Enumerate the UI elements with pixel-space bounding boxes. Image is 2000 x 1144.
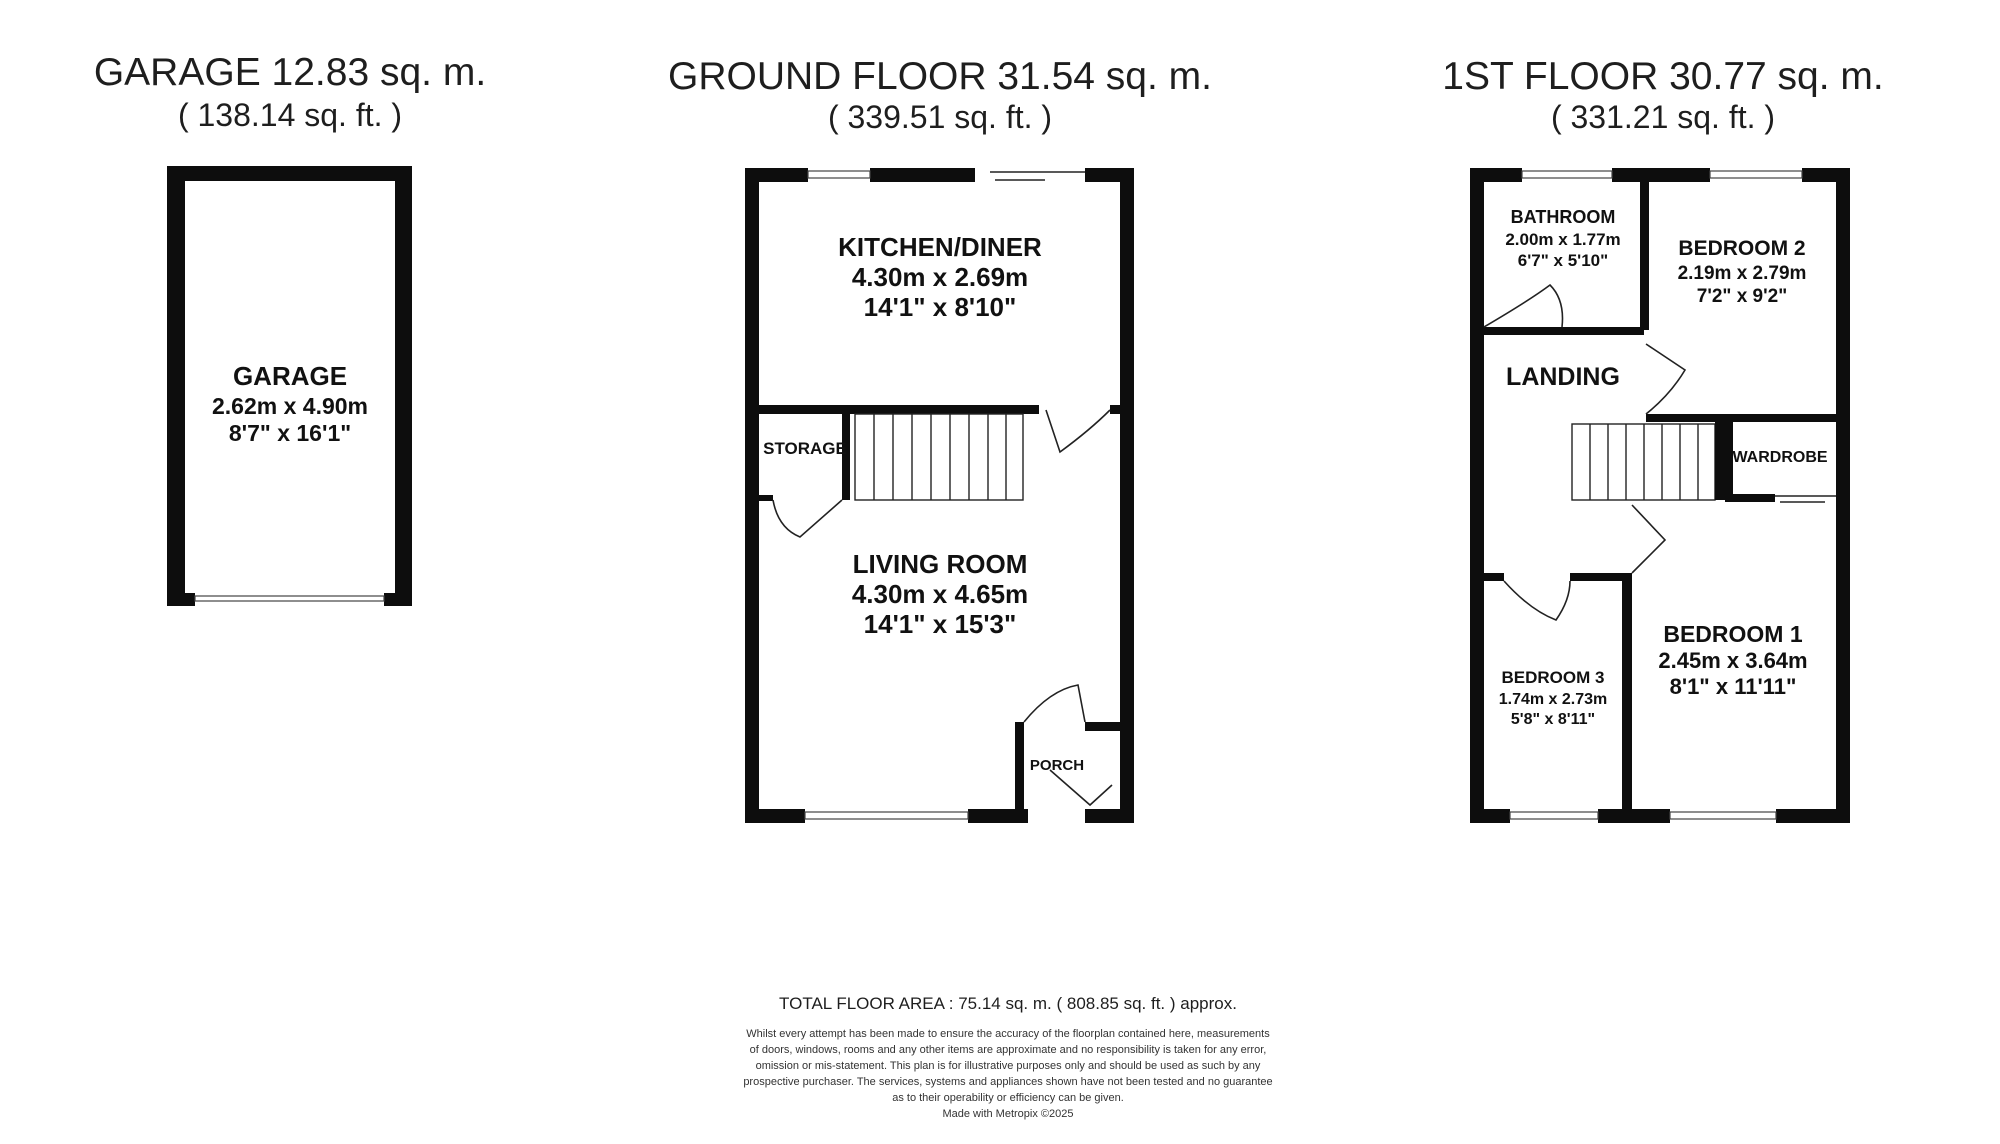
kitchen-diner-metric: 4.30m x 2.69m <box>851 262 1029 292</box>
first-floor-header-sqft: ( 331.21 sq. ft. ) <box>1550 99 1776 135</box>
bedroom2-imperial: 7'2" x 9'2" <box>1696 286 1788 307</box>
ground-floor-header: GROUND FLOOR 31.54 sq. m. <box>668 55 1212 98</box>
gf-wall-bottom-1 <box>745 809 805 823</box>
ff-wall-bed3-bed1 <box>1622 573 1632 818</box>
ff-wall-bottom-2 <box>1598 809 1670 823</box>
garage-room-imperial: 8'7" x 16'1" <box>228 420 352 446</box>
ff-bedroom3-door <box>1504 581 1570 620</box>
gf-wall-top-3 <box>1085 168 1134 182</box>
garage-room-metric: 2.62m x 4.90m <box>211 393 369 419</box>
gf-wall-left <box>745 168 759 823</box>
gf-wall-porch <box>1015 722 1024 822</box>
garage-header-sqft: ( 138.14 sq. ft. ) <box>177 97 403 133</box>
gf-front-door <box>1050 770 1112 805</box>
ff-bedroom2-door <box>1646 344 1685 414</box>
garage-wall-top <box>167 166 412 181</box>
ff-wall-bedroom3-top-1 <box>1484 573 1504 581</box>
kitchen-diner-name: KITCHEN/DINER <box>838 232 1042 262</box>
ff-window-bathroom <box>1522 171 1612 178</box>
storage-name: STORAGE <box>763 439 847 458</box>
bedroom3-imperial: 5'8" x 8'11" <box>1510 711 1596 728</box>
ground-floor-header-sqft: ( 339.51 sq. ft. ) <box>827 99 1053 135</box>
porch-name: PORCH <box>1029 757 1085 774</box>
ff-bedroom1-door <box>1632 505 1665 573</box>
bathroom-imperial: 6'7" x 5'10" <box>1517 251 1609 270</box>
bedroom3-metric: 1.74m x 2.73m <box>1498 691 1608 708</box>
kitchen-diner-imperial: 14'1" x 8'10" <box>863 292 1017 322</box>
ff-wall-left <box>1470 168 1484 823</box>
ff-wall-right <box>1836 168 1850 823</box>
ff-wall-bottom-1 <box>1470 809 1510 823</box>
ff-window-bedroom3 <box>1510 812 1598 819</box>
gf-staircase <box>855 414 1023 500</box>
ff-wall-top-2 <box>1612 168 1710 182</box>
ff-wall-top-1 <box>1470 168 1522 182</box>
gf-wall-top-2 <box>870 168 975 182</box>
disclaimer-line-2: of doors, windows, rooms and any other items are approximate and no responsibility is taken for any error, <box>749 1044 1267 1056</box>
living-room-name: LIVING ROOM <box>852 549 1028 579</box>
living-room-imperial: 14'1" x 15'3" <box>863 609 1017 639</box>
ff-wall-bottom-3 <box>1776 809 1850 823</box>
disclaimer-line-5: as to their operability or efficiency can be given. <box>892 1092 1124 1104</box>
ff-bathroom-door <box>1484 285 1563 327</box>
garage-wall-left <box>167 166 185 606</box>
garage-wall-bottom-right <box>384 593 412 606</box>
ff-wall-bathroom-bottom <box>1484 327 1644 335</box>
ff-wall-top-3 <box>1802 168 1850 182</box>
garage-wall-bottom-left <box>167 593 195 606</box>
disclaimer-line-1: Whilst every attempt has been made to ensure the accuracy of the floorplan contained here, measurements <box>746 1028 1270 1040</box>
ff-wall-bedroom3-top-2 <box>1570 573 1632 581</box>
gf-wall-top-1 <box>745 168 808 182</box>
bathroom-metric: 2.00m x 1.77m <box>1505 230 1621 249</box>
ff-wall-wardrobe-bottom <box>1725 494 1775 502</box>
garage-door-opening <box>195 596 384 601</box>
ff-window-bedroom1 <box>1670 812 1776 819</box>
ff-window-bedroom2 <box>1710 171 1802 178</box>
gf-storage-door <box>773 500 842 537</box>
ff-wall-bedroom2-bottom <box>1646 414 1836 422</box>
total-floor-area: TOTAL FLOOR AREA : 75.14 sq. m. ( 808.85 sq. ft. ) approx. <box>779 994 1237 1013</box>
landing-name: LANDING <box>1506 363 1620 391</box>
disclaimer-line-3: omission or mis-statement. This plan is for illustrative purposes only and should be used as such by any <box>755 1060 1261 1072</box>
bathroom-name: BATHROOM <box>1510 207 1616 227</box>
bedroom1-metric: 2.45m x 3.64m <box>1658 648 1808 673</box>
bedroom2-name: BEDROOM 2 <box>1678 237 1806 260</box>
garage-header: GARAGE 12.83 sq. m. <box>93 51 487 94</box>
ff-wall-bath-bed2 <box>1640 182 1649 330</box>
bedroom1-imperial: 8'1" x 11'11" <box>1669 674 1797 699</box>
gf-porch-inner-door <box>1024 685 1085 722</box>
made-with-credit: Made with Metropix ©2025 <box>942 1108 1074 1120</box>
gf-wall-kitchen-divider <box>759 405 1039 414</box>
gf-window-living <box>805 812 968 819</box>
gf-window-kitchen <box>808 171 870 178</box>
ff-wall-stair-right <box>1715 420 1725 500</box>
bedroom3-name: BEDROOM 3 <box>1501 668 1605 687</box>
bedroom1-name: BEDROOM 1 <box>1663 621 1803 647</box>
living-room-metric: 4.30m x 4.65m <box>851 579 1029 609</box>
wardrobe-name: WARDROBE <box>1732 449 1828 466</box>
gf-kitchen-door <box>1046 410 1110 452</box>
gf-wall-bottom-3 <box>1085 809 1134 823</box>
disclaimer-line-4: prospective purchaser. The services, systems and appliances shown have not been tested and no guarantee <box>743 1076 1273 1088</box>
garage-wall-right <box>395 166 412 606</box>
first-floor-header: 1ST FLOOR 30.77 sq. m. <box>1442 55 1884 98</box>
bedroom2-metric: 2.19m x 2.79m <box>1677 263 1807 284</box>
garage-room-name: GARAGE <box>232 361 348 391</box>
gf-wall-right <box>1120 168 1134 823</box>
